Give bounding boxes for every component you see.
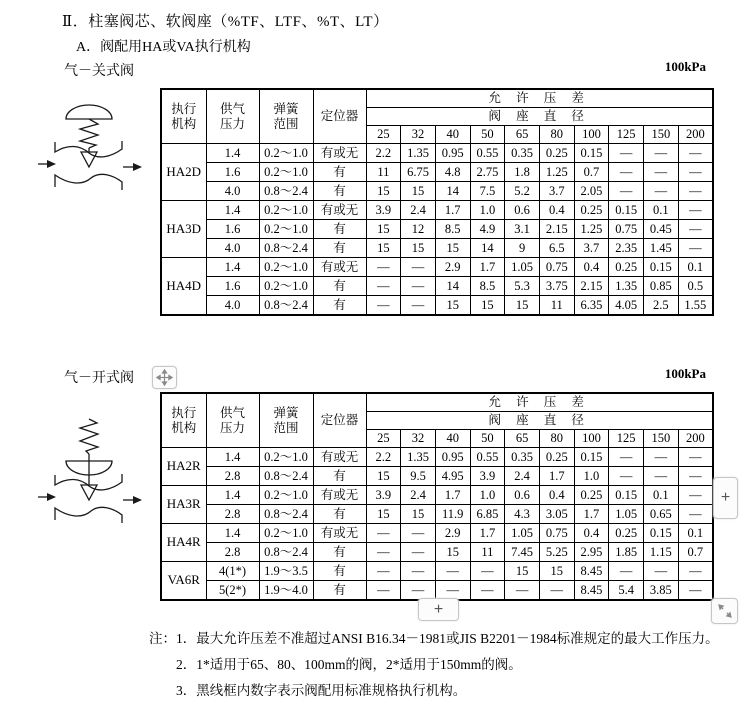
value-cell: 14 bbox=[435, 277, 470, 296]
value-cell: 15 bbox=[435, 239, 470, 258]
value-cell: — bbox=[609, 562, 644, 581]
value-cell: 2.2 bbox=[366, 448, 401, 467]
value-cell: — bbox=[678, 220, 713, 239]
value-cell: 3.9 bbox=[470, 467, 505, 486]
actuator-name-cell: HA3R bbox=[161, 486, 206, 524]
allowable-pressure-diff-header: 允 许 压 差 bbox=[366, 393, 713, 412]
positioner-cell: 有 bbox=[313, 467, 366, 486]
value-cell: 1.8 bbox=[505, 163, 540, 182]
valve-body-bottom bbox=[55, 507, 122, 523]
value-cell: 0.1 bbox=[678, 258, 713, 277]
value-cell: 5.2 bbox=[505, 182, 540, 201]
actuator-dome-icon bbox=[66, 105, 112, 119]
positioner-cell: 有 bbox=[313, 505, 366, 524]
value-cell: 0.55 bbox=[470, 144, 505, 163]
value-cell: 4.3 bbox=[505, 505, 540, 524]
value-cell: 1.7 bbox=[435, 201, 470, 220]
column-header: 定位器 bbox=[313, 89, 366, 144]
value-cell: — bbox=[401, 581, 436, 601]
value-cell: 15 bbox=[401, 505, 436, 524]
value-cell: — bbox=[644, 163, 679, 182]
value-cell: 15 bbox=[401, 239, 436, 258]
value-cell: 15 bbox=[505, 296, 540, 316]
diameter-header-cell: 150 bbox=[644, 126, 679, 144]
value-cell: — bbox=[366, 258, 401, 277]
diameter-header-cell: 100 bbox=[574, 126, 609, 144]
table2-caption: 气－开式阀 bbox=[64, 371, 134, 386]
value-cell: 11 bbox=[470, 543, 505, 562]
value-cell: 3.85 bbox=[644, 581, 679, 601]
diameter-header-cell: 40 bbox=[435, 430, 470, 448]
seat-diameter-header: 阀 座 直 径 bbox=[366, 108, 713, 126]
column-header: 弹簧 范围 bbox=[259, 89, 313, 144]
positioner-cell: 有或无 bbox=[313, 486, 366, 505]
value-cell: 2.4 bbox=[401, 486, 436, 505]
value-cell: 0.75 bbox=[539, 524, 574, 543]
spring-range-cell: 0.2～1.0 bbox=[259, 144, 313, 163]
value-cell: — bbox=[644, 448, 679, 467]
value-cell: — bbox=[401, 562, 436, 581]
value-cell: 0.15 bbox=[609, 201, 644, 220]
actuator-name-cell: HA4R bbox=[161, 524, 206, 562]
diameter-header-cell: 150 bbox=[644, 430, 679, 448]
value-cell: 0.75 bbox=[539, 258, 574, 277]
value-cell: 15 bbox=[366, 505, 401, 524]
value-cell: 0.25 bbox=[574, 201, 609, 220]
value-cell: 0.7 bbox=[678, 543, 713, 562]
value-cell: 1.15 bbox=[644, 543, 679, 562]
value-cell: 1.7 bbox=[539, 467, 574, 486]
table1-unit-label: 100kPa bbox=[664, 59, 706, 74]
value-cell: 1.0 bbox=[470, 201, 505, 220]
value-cell: 0.55 bbox=[470, 448, 505, 467]
pressure-cell: 1.4 bbox=[206, 524, 259, 543]
value-cell: 0.6 bbox=[505, 201, 540, 220]
value-cell: 0.1 bbox=[644, 486, 679, 505]
page-title: Ⅱ．柱塞阀芯、软阀座（%TF、LTF、%T、LT） bbox=[62, 14, 389, 30]
value-cell: 8.5 bbox=[470, 277, 505, 296]
value-cell: 0.7 bbox=[574, 163, 609, 182]
pressure-cell: 1.6 bbox=[206, 277, 259, 296]
valve-body-bottom bbox=[55, 174, 122, 190]
value-cell: — bbox=[678, 581, 713, 601]
column-header: 定位器 bbox=[313, 393, 366, 448]
value-cell: 15 bbox=[470, 296, 505, 316]
value-cell: 12 bbox=[401, 220, 436, 239]
air-to-open-table bbox=[160, 392, 714, 601]
value-cell: 5.3 bbox=[505, 277, 540, 296]
air-to-close-table bbox=[160, 88, 714, 316]
value-cell: — bbox=[678, 182, 713, 201]
add-row-button[interactable]: + bbox=[418, 598, 459, 621]
add-column-button[interactable]: + bbox=[713, 477, 738, 519]
spring-range-cell: 0.2～1.0 bbox=[259, 524, 313, 543]
value-cell: — bbox=[401, 296, 436, 316]
pressure-cell: 1.4 bbox=[206, 201, 259, 220]
value-cell: 0.85 bbox=[644, 277, 679, 296]
positioner-cell: 有 bbox=[313, 277, 366, 296]
move-icon bbox=[156, 369, 173, 386]
value-cell: — bbox=[644, 144, 679, 163]
positioner-cell: 有或无 bbox=[313, 448, 366, 467]
value-cell: — bbox=[678, 448, 713, 467]
air-to-open-valve-schematic bbox=[30, 413, 148, 531]
value-cell: 0.35 bbox=[505, 448, 540, 467]
pressure-cell: 1.4 bbox=[206, 448, 259, 467]
positioner-cell: 有 bbox=[313, 296, 366, 316]
value-cell: — bbox=[366, 296, 401, 316]
value-cell: — bbox=[539, 581, 574, 601]
value-cell: 1.7 bbox=[470, 524, 505, 543]
spring-range-cell: 0.8～2.4 bbox=[259, 296, 313, 316]
positioner-cell: 有 bbox=[313, 581, 366, 601]
spring-range-cell: 0.2～1.0 bbox=[259, 201, 313, 220]
value-cell: 3.9 bbox=[366, 486, 401, 505]
value-cell: 1.05 bbox=[505, 524, 540, 543]
value-cell: 0.4 bbox=[574, 524, 609, 543]
value-cell: 4.95 bbox=[435, 467, 470, 486]
value-cell: 0.1 bbox=[678, 524, 713, 543]
value-cell: — bbox=[644, 182, 679, 201]
value-cell: — bbox=[470, 581, 505, 601]
pressure-cell: 4.0 bbox=[206, 182, 259, 201]
value-cell: 14 bbox=[435, 182, 470, 201]
value-cell: 0.75 bbox=[609, 220, 644, 239]
value-cell: 2.75 bbox=[470, 163, 505, 182]
value-cell: 1.25 bbox=[539, 163, 574, 182]
table-move-handle[interactable] bbox=[152, 366, 177, 389]
spring-range-cell: 0.8～2.4 bbox=[259, 505, 313, 524]
diameter-header-cell: 25 bbox=[366, 430, 401, 448]
footnote-3: 3．黑线框内数字表示阀配用标准规格执行机构。 bbox=[176, 683, 467, 698]
diameter-header-cell: 32 bbox=[401, 430, 436, 448]
diameter-header-cell: 50 bbox=[470, 430, 505, 448]
value-cell: 9.5 bbox=[401, 467, 436, 486]
value-cell: 0.5 bbox=[678, 277, 713, 296]
diameter-header-cell: 200 bbox=[678, 430, 713, 448]
value-cell: 2.95 bbox=[574, 543, 609, 562]
positioner-cell: 有或无 bbox=[313, 524, 366, 543]
value-cell: 0.95 bbox=[435, 144, 470, 163]
pressure-cell: 4.0 bbox=[206, 296, 259, 316]
value-cell: 2.05 bbox=[574, 182, 609, 201]
value-cell: — bbox=[609, 448, 644, 467]
value-cell: 0.35 bbox=[505, 144, 540, 163]
pressure-cell: 1.4 bbox=[206, 486, 259, 505]
positioner-cell: 有或无 bbox=[313, 258, 366, 277]
value-cell: 0.4 bbox=[574, 258, 609, 277]
value-cell: 2.5 bbox=[644, 296, 679, 316]
diameter-header-cell: 25 bbox=[366, 126, 401, 144]
seat-diameter-header: 阀 座 直 径 bbox=[366, 412, 713, 430]
value-cell: 7.45 bbox=[505, 543, 540, 562]
pressure-cell: 2.8 bbox=[206, 543, 259, 562]
air-to-close-valve-schematic bbox=[30, 98, 148, 198]
value-cell: 4.9 bbox=[470, 220, 505, 239]
positioner-cell: 有 bbox=[313, 543, 366, 562]
table-resize-handle[interactable] bbox=[711, 598, 738, 624]
value-cell: 15 bbox=[505, 562, 540, 581]
value-cell: 1.0 bbox=[574, 467, 609, 486]
actuator-name-cell: VA6R bbox=[161, 562, 206, 601]
table2-unit-label: 100kPa bbox=[664, 366, 706, 381]
value-cell: — bbox=[644, 562, 679, 581]
pressure-cell: 5(2*) bbox=[206, 581, 259, 601]
spring-range-cell: 1.9～4.0 bbox=[259, 581, 313, 601]
table1-grid bbox=[160, 88, 714, 316]
value-cell: 5.25 bbox=[539, 543, 574, 562]
value-cell: — bbox=[435, 562, 470, 581]
value-cell: 0.4 bbox=[539, 201, 574, 220]
positioner-cell: 有或无 bbox=[313, 144, 366, 163]
value-cell: 4.05 bbox=[609, 296, 644, 316]
value-cell: 0.6 bbox=[505, 486, 540, 505]
value-cell: 1.85 bbox=[609, 543, 644, 562]
value-cell: 15 bbox=[366, 467, 401, 486]
value-cell: 0.95 bbox=[435, 448, 470, 467]
value-cell: 0.25 bbox=[609, 524, 644, 543]
spring-range-cell: 0.2～1.0 bbox=[259, 163, 313, 182]
value-cell: 3.7 bbox=[539, 182, 574, 201]
diameter-header-cell: 80 bbox=[539, 430, 574, 448]
pressure-cell: 2.8 bbox=[206, 505, 259, 524]
flow-arrow-in bbox=[47, 493, 56, 501]
value-cell: — bbox=[678, 239, 713, 258]
value-cell: — bbox=[644, 467, 679, 486]
spring-range-cell: 0.8～2.4 bbox=[259, 543, 313, 562]
spring-range-cell: 0.2～1.0 bbox=[259, 220, 313, 239]
spring-range-cell: 0.8～2.4 bbox=[259, 467, 313, 486]
diameter-header-cell: 65 bbox=[505, 430, 540, 448]
value-cell: 1.7 bbox=[435, 486, 470, 505]
value-cell: 6.85 bbox=[470, 505, 505, 524]
value-cell: 2.15 bbox=[539, 220, 574, 239]
value-cell: 0.25 bbox=[539, 144, 574, 163]
value-cell: 1.35 bbox=[401, 448, 436, 467]
diameter-header-cell: 80 bbox=[539, 126, 574, 144]
value-cell: — bbox=[366, 524, 401, 543]
value-cell: 1.25 bbox=[574, 220, 609, 239]
table2-grid bbox=[160, 392, 714, 601]
value-cell: — bbox=[366, 581, 401, 601]
column-header: 供气 压力 bbox=[206, 89, 259, 144]
value-cell: 3.7 bbox=[574, 239, 609, 258]
actuator-name-cell: HA3D bbox=[161, 201, 206, 258]
value-cell: 15 bbox=[435, 543, 470, 562]
value-cell: — bbox=[401, 543, 436, 562]
positioner-cell: 有 bbox=[313, 182, 366, 201]
value-cell: — bbox=[609, 467, 644, 486]
value-cell: — bbox=[366, 543, 401, 562]
value-cell: 1.0 bbox=[470, 486, 505, 505]
diameter-header-cell: 125 bbox=[609, 126, 644, 144]
value-cell: — bbox=[678, 562, 713, 581]
diameter-header-cell: 100 bbox=[574, 430, 609, 448]
positioner-cell: 有 bbox=[313, 220, 366, 239]
spring-icon bbox=[80, 419, 98, 454]
value-cell: 7.5 bbox=[470, 182, 505, 201]
diameter-header-cell: 125 bbox=[609, 430, 644, 448]
column-header: 执行 机构 bbox=[161, 89, 206, 144]
resize-icon bbox=[717, 603, 733, 619]
value-cell: 0.15 bbox=[609, 486, 644, 505]
value-cell: 11 bbox=[366, 163, 401, 182]
footnote-label: 注： bbox=[149, 631, 176, 646]
value-cell: — bbox=[609, 163, 644, 182]
value-cell: 15 bbox=[435, 296, 470, 316]
pressure-cell: 4(1*) bbox=[206, 562, 259, 581]
actuator-name-cell: HA2D bbox=[161, 144, 206, 201]
spring-range-cell: 0.8～2.4 bbox=[259, 239, 313, 258]
pressure-cell: 1.4 bbox=[206, 144, 259, 163]
value-cell: — bbox=[609, 144, 644, 163]
value-cell: — bbox=[678, 486, 713, 505]
page-subtitle: A．阀配用HA或VA执行机构 bbox=[76, 40, 251, 55]
value-cell: 2.4 bbox=[401, 201, 436, 220]
value-cell: 15 bbox=[366, 182, 401, 201]
value-cell: — bbox=[678, 163, 713, 182]
value-cell: 2.15 bbox=[574, 277, 609, 296]
value-cell: — bbox=[609, 182, 644, 201]
diameter-header-cell: 50 bbox=[470, 126, 505, 144]
flow-arrow-out bbox=[133, 163, 142, 171]
spring-range-cell: 0.2～1.0 bbox=[259, 277, 313, 296]
actuator-name-cell: HA4D bbox=[161, 258, 206, 316]
value-cell: 1.45 bbox=[644, 239, 679, 258]
value-cell: 0.1 bbox=[644, 201, 679, 220]
value-cell: 6.5 bbox=[539, 239, 574, 258]
value-cell: 11.9 bbox=[435, 505, 470, 524]
pressure-cell: 2.8 bbox=[206, 467, 259, 486]
column-header: 执行 机构 bbox=[161, 393, 206, 448]
value-cell: 0.25 bbox=[539, 448, 574, 467]
positioner-cell: 有 bbox=[313, 562, 366, 581]
value-cell: 9 bbox=[505, 239, 540, 258]
value-cell: 14 bbox=[470, 239, 505, 258]
footnotes bbox=[149, 626, 719, 704]
value-cell: 1.7 bbox=[574, 505, 609, 524]
column-header: 弹簧 范围 bbox=[259, 393, 313, 448]
value-cell: — bbox=[470, 562, 505, 581]
value-cell: — bbox=[505, 581, 540, 601]
value-cell: 4.8 bbox=[435, 163, 470, 182]
pressure-cell: 1.6 bbox=[206, 163, 259, 182]
value-cell: 15 bbox=[539, 562, 574, 581]
value-cell: — bbox=[678, 144, 713, 163]
value-cell: 1.05 bbox=[505, 258, 540, 277]
value-cell: 2.4 bbox=[505, 467, 540, 486]
spring-range-cell: 0.8～2.4 bbox=[259, 182, 313, 201]
value-cell: 6.75 bbox=[401, 163, 436, 182]
allowable-pressure-diff-header: 允 许 压 差 bbox=[366, 89, 713, 108]
value-cell: 3.75 bbox=[539, 277, 574, 296]
footnote-2: 2．1*适用于65、80、100mm的阀，2*适用于150mm的阀。 bbox=[176, 657, 522, 672]
flow-arrow-out bbox=[133, 496, 142, 504]
value-cell: 0.45 bbox=[644, 220, 679, 239]
column-header: 供气 压力 bbox=[206, 393, 259, 448]
value-cell: 6.35 bbox=[574, 296, 609, 316]
flow-arrow-in bbox=[47, 160, 56, 168]
diameter-header-cell: 200 bbox=[678, 126, 713, 144]
value-cell: 8.5 bbox=[435, 220, 470, 239]
value-cell: 5.4 bbox=[609, 581, 644, 601]
value-cell: — bbox=[678, 505, 713, 524]
value-cell: 0.4 bbox=[539, 486, 574, 505]
value-cell: 0.15 bbox=[644, 524, 679, 543]
value-cell: 3.9 bbox=[366, 201, 401, 220]
valve-plug-icon bbox=[81, 152, 97, 167]
value-cell: 0.25 bbox=[609, 258, 644, 277]
value-cell: 2.35 bbox=[609, 239, 644, 258]
value-cell: 8.45 bbox=[574, 562, 609, 581]
spring-range-cell: 1.9～3.5 bbox=[259, 562, 313, 581]
value-cell: — bbox=[678, 467, 713, 486]
spring-icon bbox=[80, 119, 98, 148]
value-cell: 0.15 bbox=[644, 258, 679, 277]
value-cell: 1.35 bbox=[401, 144, 436, 163]
value-cell: — bbox=[401, 258, 436, 277]
value-cell: 2.9 bbox=[435, 524, 470, 543]
value-cell: 15 bbox=[366, 239, 401, 258]
spring-range-cell: 0.2～1.0 bbox=[259, 258, 313, 277]
diameter-header-cell: 32 bbox=[401, 126, 436, 144]
value-cell: — bbox=[678, 201, 713, 220]
diameter-header-cell: 65 bbox=[505, 126, 540, 144]
valve-plug-icon bbox=[81, 485, 97, 500]
value-cell: 1.7 bbox=[470, 258, 505, 277]
value-cell: 2.9 bbox=[435, 258, 470, 277]
value-cell: 0.15 bbox=[574, 144, 609, 163]
value-cell: — bbox=[366, 277, 401, 296]
value-cell: — bbox=[435, 581, 470, 601]
value-cell: 3.05 bbox=[539, 505, 574, 524]
pressure-cell: 1.6 bbox=[206, 220, 259, 239]
value-cell: 1.05 bbox=[609, 505, 644, 524]
value-cell: 1.35 bbox=[609, 277, 644, 296]
positioner-cell: 有 bbox=[313, 239, 366, 258]
value-cell: 15 bbox=[401, 182, 436, 201]
spring-range-cell: 0.2～1.0 bbox=[259, 448, 313, 467]
value-cell: 15 bbox=[366, 220, 401, 239]
value-cell: 0.15 bbox=[574, 448, 609, 467]
diameter-header-cell: 40 bbox=[435, 126, 470, 144]
value-cell: 11 bbox=[539, 296, 574, 316]
value-cell: 3.1 bbox=[505, 220, 540, 239]
table1-caption: 气－关式阀 bbox=[64, 64, 134, 79]
value-cell: 8.45 bbox=[574, 581, 609, 601]
footnote-1: 注：1．最大允许压差不准超过ANSI B16.34－1981或JIS B2201－1984标准规定的最大工作压力。 bbox=[149, 631, 719, 646]
value-cell: — bbox=[366, 562, 401, 581]
value-cell: 1.55 bbox=[678, 296, 713, 316]
value-cell: — bbox=[401, 277, 436, 296]
value-cell: 0.65 bbox=[644, 505, 679, 524]
pressure-cell: 4.0 bbox=[206, 239, 259, 258]
actuator-name-cell: HA2R bbox=[161, 448, 206, 486]
pressure-cell: 1.4 bbox=[206, 258, 259, 277]
value-cell: 0.25 bbox=[574, 486, 609, 505]
positioner-cell: 有或无 bbox=[313, 201, 366, 220]
value-cell: — bbox=[401, 524, 436, 543]
positioner-cell: 有 bbox=[313, 163, 366, 182]
value-cell: 2.2 bbox=[366, 144, 401, 163]
spring-range-cell: 0.2～1.0 bbox=[259, 486, 313, 505]
